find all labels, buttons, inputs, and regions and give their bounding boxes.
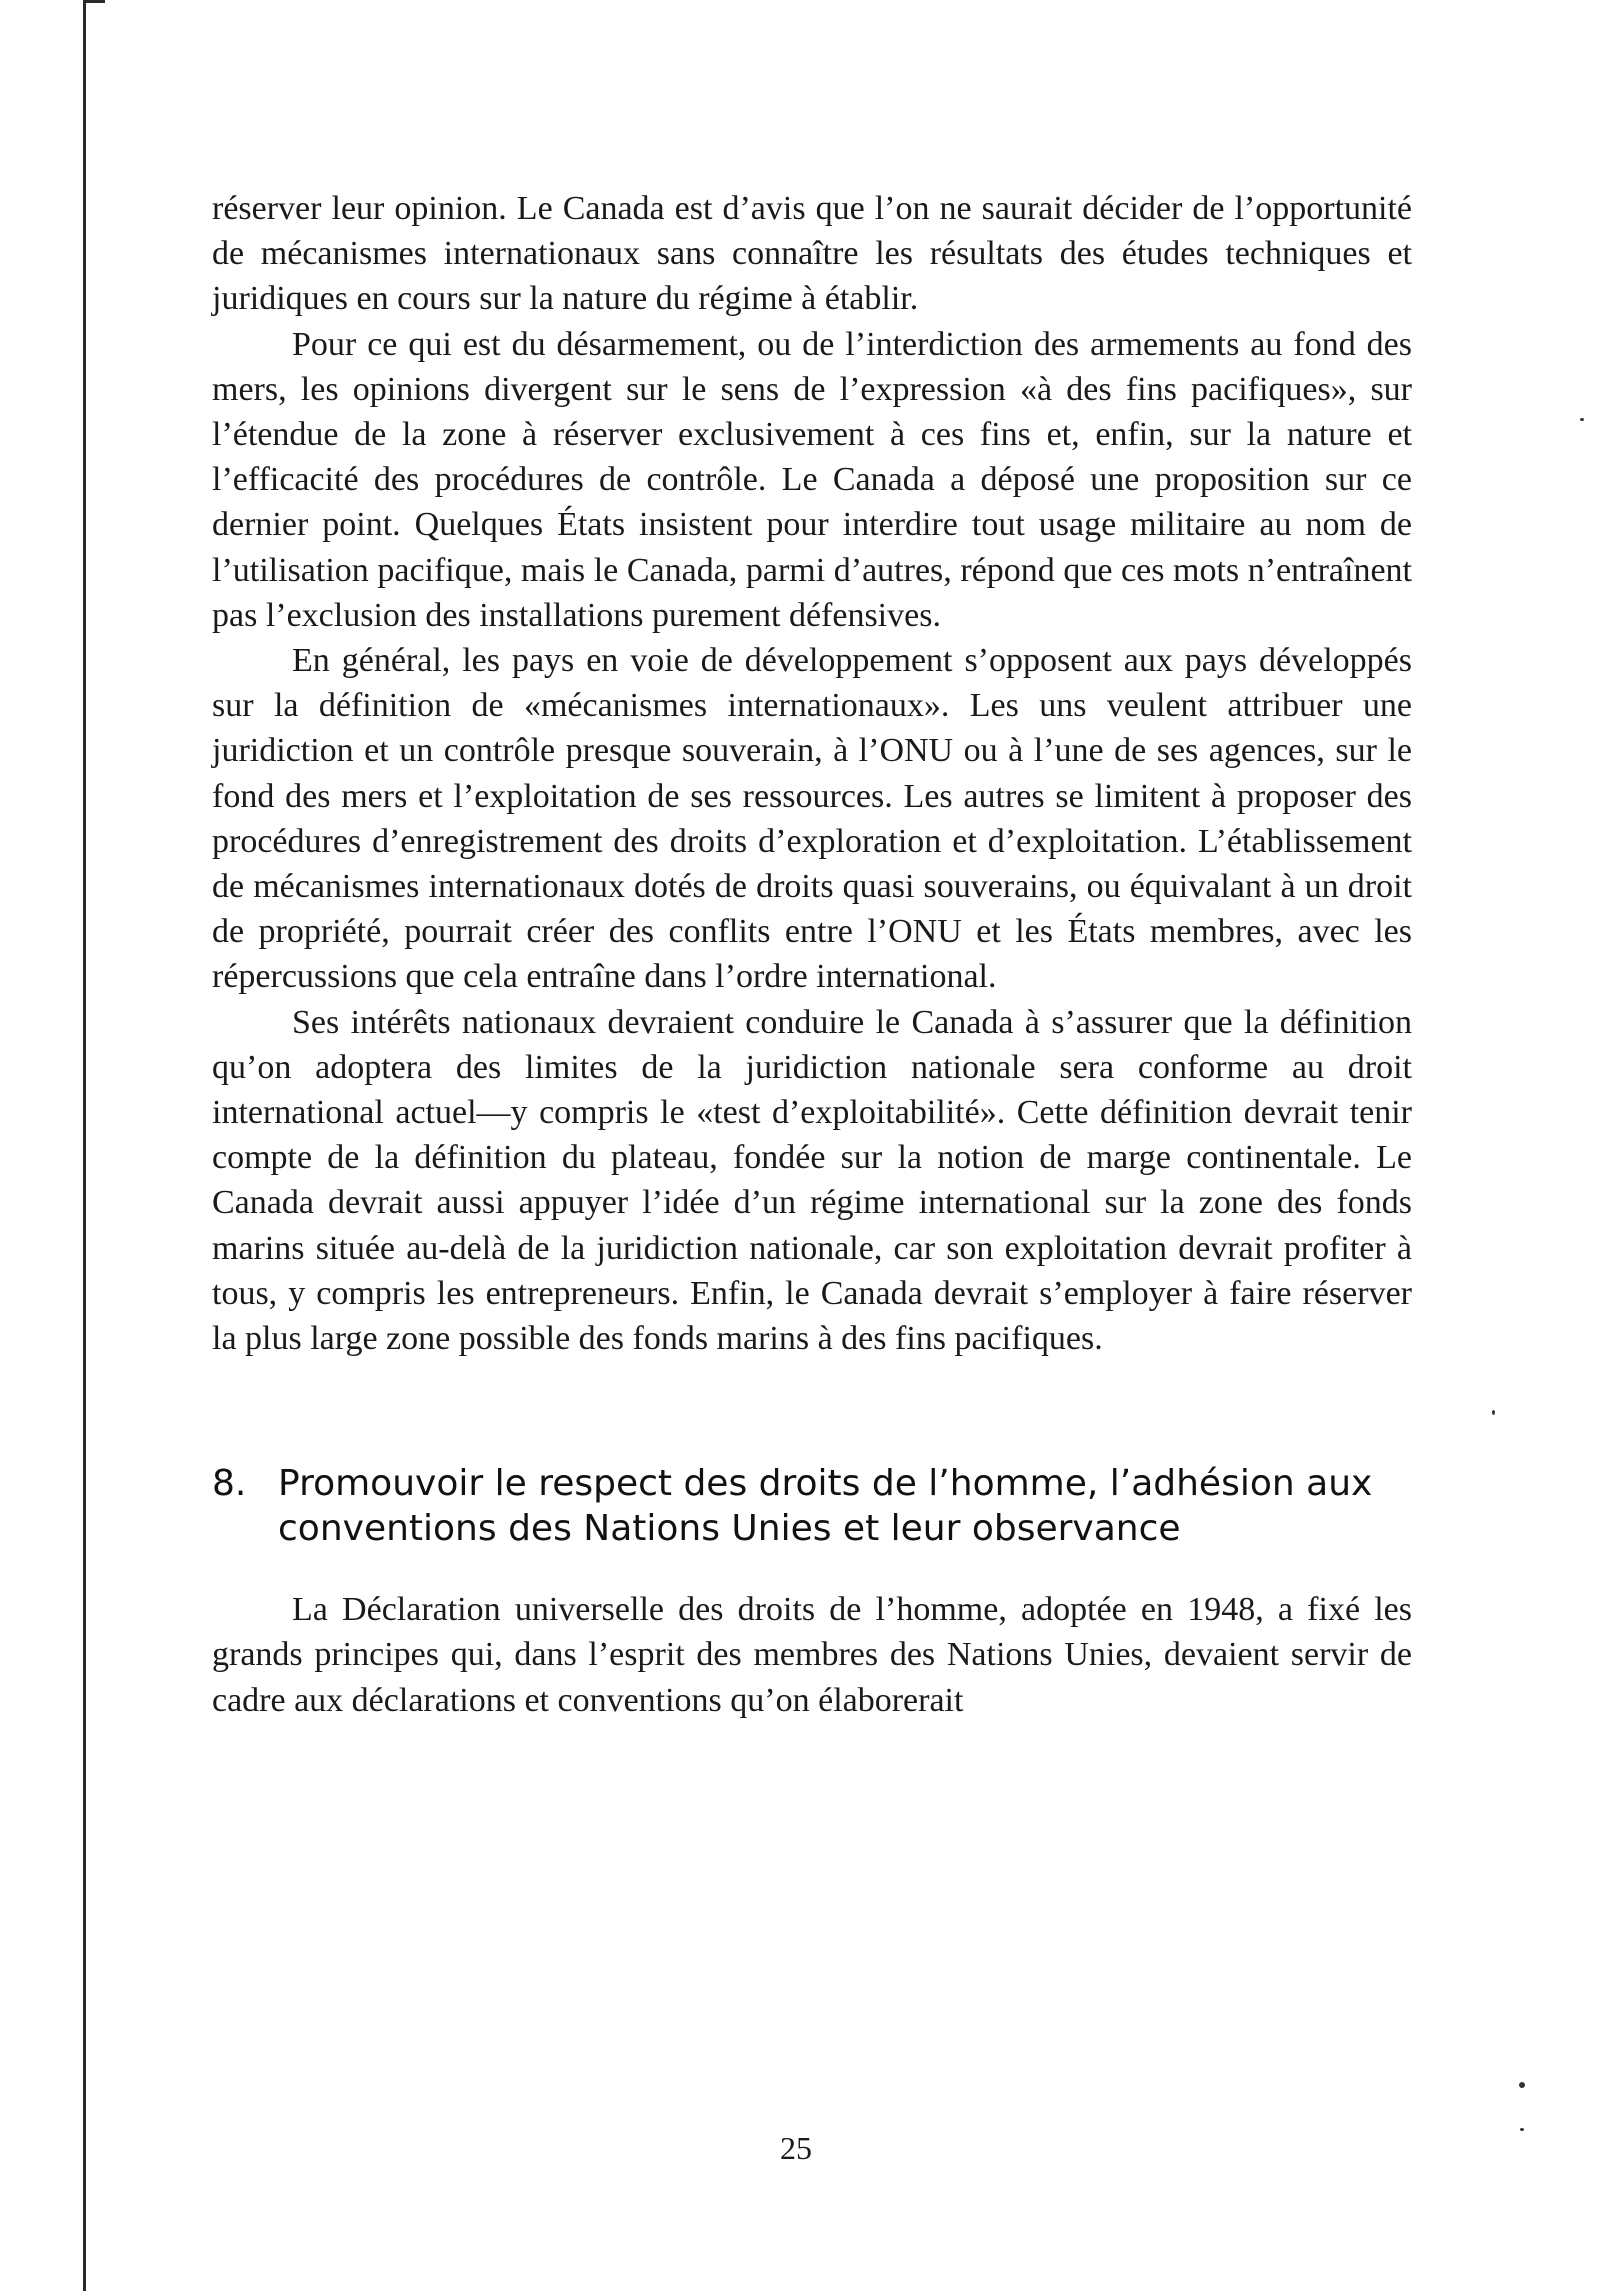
page-number: 25 (780, 2130, 812, 2166)
scan-speck (1492, 1410, 1495, 1415)
scan-speck (1519, 2082, 1525, 2088)
page-content (212, 186, 1412, 1723)
paragraph-3: En général, les pays en voie de développement s’opposent aux pays développés sur la définition de «mécanismes internationaux». Les uns veulent attribuer une juridiction et un contrôle presque souverain, à l’ONU ou à l’une de ses agences, sur le fond des mers et l’exploitation de ses ressources. Les autres se limitent à proposer des procédures d’enregistrement des droits d’exploration et d’exploitation. L’établissement de mécanismes internationaux dotés de droits quasi souverains, ou équivalant à un droit de propriété, pourrait créer des conflits entre l’ONU et les États membres, avec les répercussions que cela entraîne dans l’ordre international. (212, 642, 1412, 996)
section-paragraph: La Déclaration universelle des droits de l’homme, adoptée en 1948, a fixé les grands principes qui, dans l’esprit des membres des Nations Unies, devaient servir de cadre aux déclarations et conventions qu’on élaborerait (212, 1591, 1412, 1719)
scan-corner-mark (83, 0, 105, 3)
paragraph-1: réserver leur opinion. Le Canada est d’avis que l’on ne saurait décider de l’opportunité de mécanismes internationaux sans connaître les résultats des études techniques et juridiques en cours sur la nature du régime à établir. (212, 190, 1412, 318)
section-number: 8. (212, 1463, 247, 1505)
paragraph-2: Pour ce qui est du désarmement, ou de l’interdiction des armements au fond des mers, les opinions divergent sur le sens de l’expression «à des fins pacifiques», sur l’étendue de la zone à réserver exclusivement à ces fins et, enfin, sur la nature et l’efficacité des procédures de contrôle. Le Canada a déposé une proposition sur ce dernier point. Quelques États insistent pour interdire tout usage militaire au nom de l’utilisation pacifique, mais le Canada, parmi d’autres, répond que ces mots n’entraînent pas l’exclusion des installations purement défensives. (212, 325, 1412, 634)
section-title: Promouvoir le respect des droits de l’homme, l’adhésion aux conventions des Nations Unies et leur observance (278, 1463, 1373, 1550)
section-heading (212, 1461, 1412, 1551)
scan-speck (1580, 418, 1584, 421)
scan-speck (1520, 2128, 1524, 2131)
paragraph-4: Ses intérêts nationaux devraient conduire le Canada à s’assurer que la définition qu’on adoptera des limites de la juridiction nationale sera conforme au droit international actuel—y compris le «test d’exploitabilité». Cette définition devrait tenir compte de la définition du plateau, fondée sur la notion de marge continentale. Le Canada devrait aussi appuyer l’idée d’un régime international sur la zone des fonds marins située au-delà de la juridiction nationale, car son exploitation devrait profiter à tous, y compris les entrepreneurs. Enfin, le Canada devrait s’employer à faire réserver la plus large zone possible des fonds marins à des fins pacifiques. (212, 1003, 1412, 1358)
scan-edge-line (83, 0, 86, 2291)
